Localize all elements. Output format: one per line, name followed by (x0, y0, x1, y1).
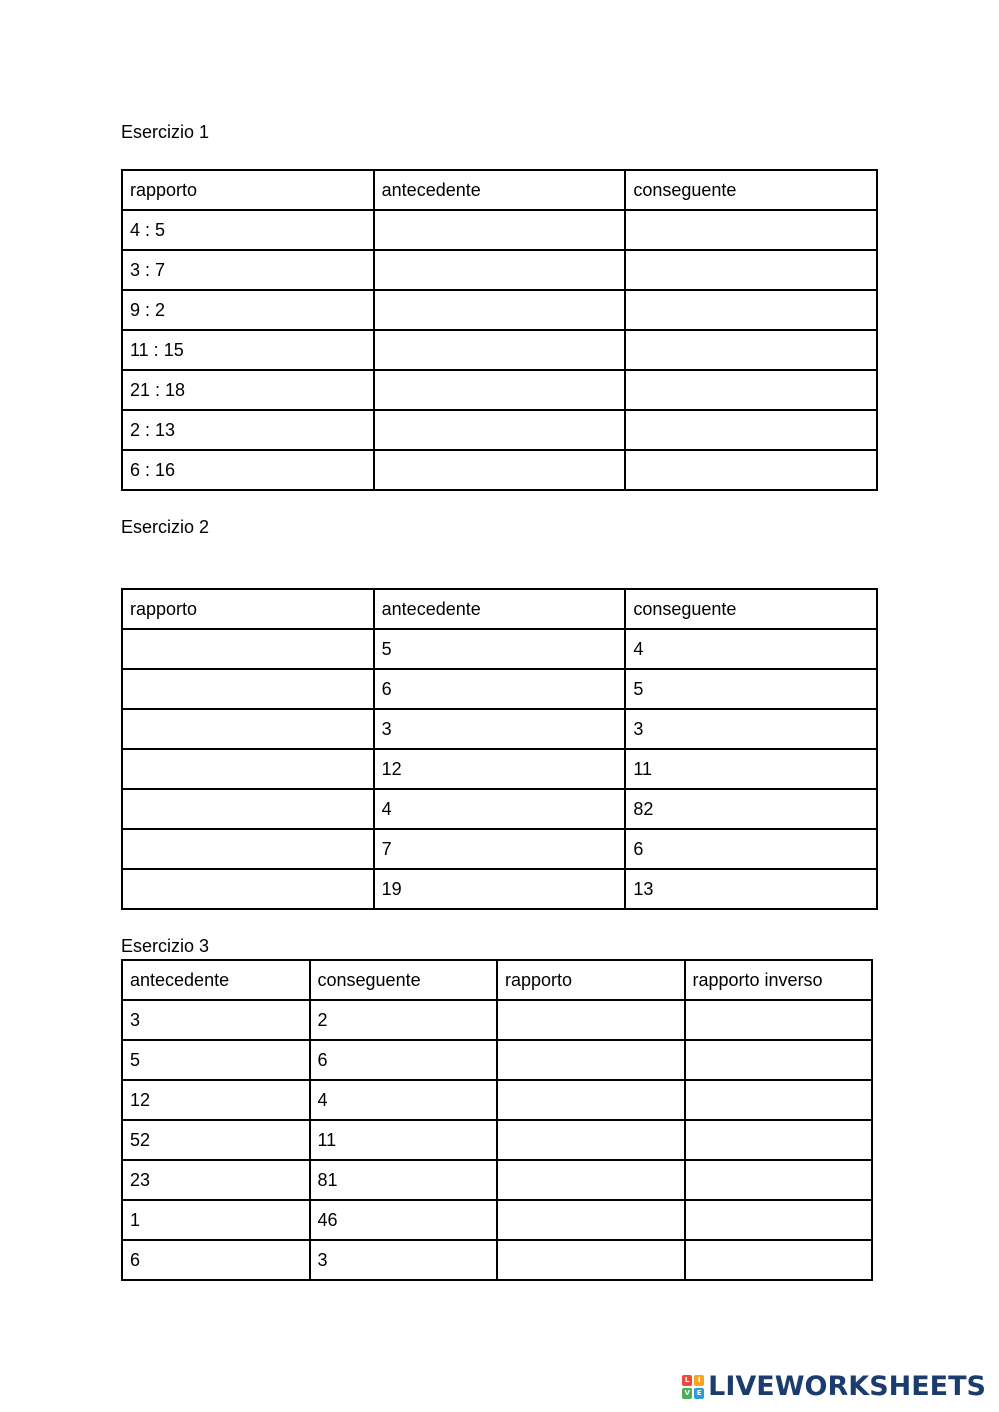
answer-cell[interactable] (122, 869, 374, 909)
exercise-2-table (121, 588, 878, 910)
given-value-cell: 11 (625, 749, 877, 789)
table-row (122, 709, 877, 749)
given-value-cell: 4 : 5 (122, 210, 374, 250)
given-value-cell: 11 (310, 1120, 498, 1160)
given-value-cell: 3 : 7 (122, 250, 374, 290)
answer-cell[interactable] (625, 330, 877, 370)
column-header: rapporto (122, 589, 374, 629)
answer-cell[interactable] (497, 1160, 685, 1200)
table-row (122, 749, 877, 789)
answer-cell[interactable] (685, 1120, 873, 1160)
given-value-cell: 23 (122, 1160, 310, 1200)
answer-cell[interactable] (625, 250, 877, 290)
table-row (122, 1200, 872, 1240)
given-value-cell: 81 (310, 1160, 498, 1200)
given-value-cell: 5 (625, 669, 877, 709)
given-value-cell: 5 (374, 629, 626, 669)
logo-tile-v: V (682, 1388, 692, 1399)
table-row (122, 330, 877, 370)
logo-tile-e: E (694, 1388, 704, 1399)
table-row (122, 210, 877, 250)
table-row (122, 629, 877, 669)
answer-cell[interactable] (122, 669, 374, 709)
answer-cell[interactable] (122, 749, 374, 789)
exercise-2-title: Esercizio 2 (121, 517, 210, 537)
answer-cell[interactable] (685, 1160, 873, 1200)
column-header: conseguente (625, 170, 877, 210)
column-header: antecedente (374, 589, 626, 629)
table-row (122, 1000, 872, 1040)
answer-cell[interactable] (374, 210, 626, 250)
given-value-cell: 4 (310, 1080, 498, 1120)
table-row (122, 869, 877, 909)
answer-cell[interactable] (625, 370, 877, 410)
logo-tile-l: L (682, 1375, 692, 1386)
given-value-cell: 3 (310, 1240, 498, 1280)
given-value-cell: 82 (625, 789, 877, 829)
given-value-cell: 3 (374, 709, 626, 749)
given-value-cell: 7 (374, 829, 626, 869)
answer-cell[interactable] (122, 709, 374, 749)
table-row (122, 669, 877, 709)
answer-cell[interactable] (122, 629, 374, 669)
answer-cell[interactable] (374, 250, 626, 290)
column-header: rapporto (122, 170, 374, 210)
answer-cell[interactable] (497, 1200, 685, 1240)
table-row (122, 1080, 872, 1120)
answer-cell[interactable] (497, 1040, 685, 1080)
answer-cell[interactable] (625, 410, 877, 450)
given-value-cell: 4 (625, 629, 877, 669)
liveworksheets-brand (682, 1372, 986, 1402)
given-value-cell: 12 (122, 1080, 310, 1120)
table-row (122, 1040, 872, 1080)
table-row (122, 1120, 872, 1160)
given-value-cell: 6 (310, 1040, 498, 1080)
given-value-cell: 9 : 2 (122, 290, 374, 330)
table-header-row (122, 170, 877, 210)
answer-cell[interactable] (685, 1200, 873, 1240)
answer-cell[interactable] (374, 410, 626, 450)
given-value-cell: 19 (374, 869, 626, 909)
column-header: antecedente (374, 170, 626, 210)
table-row (122, 370, 877, 410)
exercise-3-title: Esercizio 3 (121, 936, 210, 956)
table-header-row (122, 589, 877, 629)
liveworksheets-logo-icon (682, 1375, 704, 1399)
given-value-cell: 11 : 15 (122, 330, 374, 370)
answer-cell[interactable] (497, 1120, 685, 1160)
answer-cell[interactable] (122, 829, 374, 869)
given-value-cell: 2 : 13 (122, 410, 374, 450)
exercise-1-table (121, 169, 878, 491)
given-value-cell: 6 (374, 669, 626, 709)
column-header: rapporto (497, 960, 685, 1000)
answer-cell[interactable] (625, 450, 877, 490)
table-header-row (122, 960, 872, 1000)
column-header: rapporto inverso (685, 960, 873, 1000)
answer-cell[interactable] (374, 450, 626, 490)
given-value-cell: 52 (122, 1120, 310, 1160)
table-row (122, 450, 877, 490)
given-value-cell: 3 (625, 709, 877, 749)
table-row (122, 789, 877, 829)
given-value-cell: 2 (310, 1000, 498, 1040)
table-row (122, 1160, 872, 1200)
given-value-cell: 3 (122, 1000, 310, 1040)
answer-cell[interactable] (497, 1000, 685, 1040)
table-row (122, 829, 877, 869)
exercise-1-title: Esercizio 1 (121, 122, 210, 142)
given-value-cell: 1 (122, 1200, 310, 1240)
answer-cell[interactable] (625, 210, 877, 250)
answer-cell[interactable] (122, 789, 374, 829)
answer-cell[interactable] (685, 1040, 873, 1080)
given-value-cell: 21 : 18 (122, 370, 374, 410)
table-row (122, 250, 877, 290)
column-header: conseguente (310, 960, 498, 1000)
answer-cell[interactable] (497, 1240, 685, 1280)
answer-cell[interactable] (374, 290, 626, 330)
answer-cell[interactable] (374, 330, 626, 370)
answer-cell[interactable] (497, 1080, 685, 1120)
given-value-cell: 4 (374, 789, 626, 829)
answer-cell[interactable] (685, 1000, 873, 1040)
answer-cell[interactable] (685, 1080, 873, 1120)
given-value-cell: 6 (625, 829, 877, 869)
answer-cell[interactable] (685, 1240, 873, 1280)
table-row (122, 1240, 872, 1280)
given-value-cell: 6 (122, 1240, 310, 1280)
logo-tile-i: I (694, 1375, 704, 1386)
given-value-cell: 13 (625, 869, 877, 909)
answer-cell[interactable] (625, 290, 877, 330)
answer-cell[interactable] (374, 370, 626, 410)
given-value-cell: 46 (310, 1200, 498, 1240)
table-row (122, 290, 877, 330)
brand-name: LIVEWORKSHEETS (708, 1371, 986, 1402)
given-value-cell: 6 : 16 (122, 450, 374, 490)
exercise-3-table (121, 959, 873, 1281)
given-value-cell: 12 (374, 749, 626, 789)
column-header: antecedente (122, 960, 310, 1000)
table-row (122, 410, 877, 450)
given-value-cell: 5 (122, 1040, 310, 1080)
column-header: conseguente (625, 589, 877, 629)
